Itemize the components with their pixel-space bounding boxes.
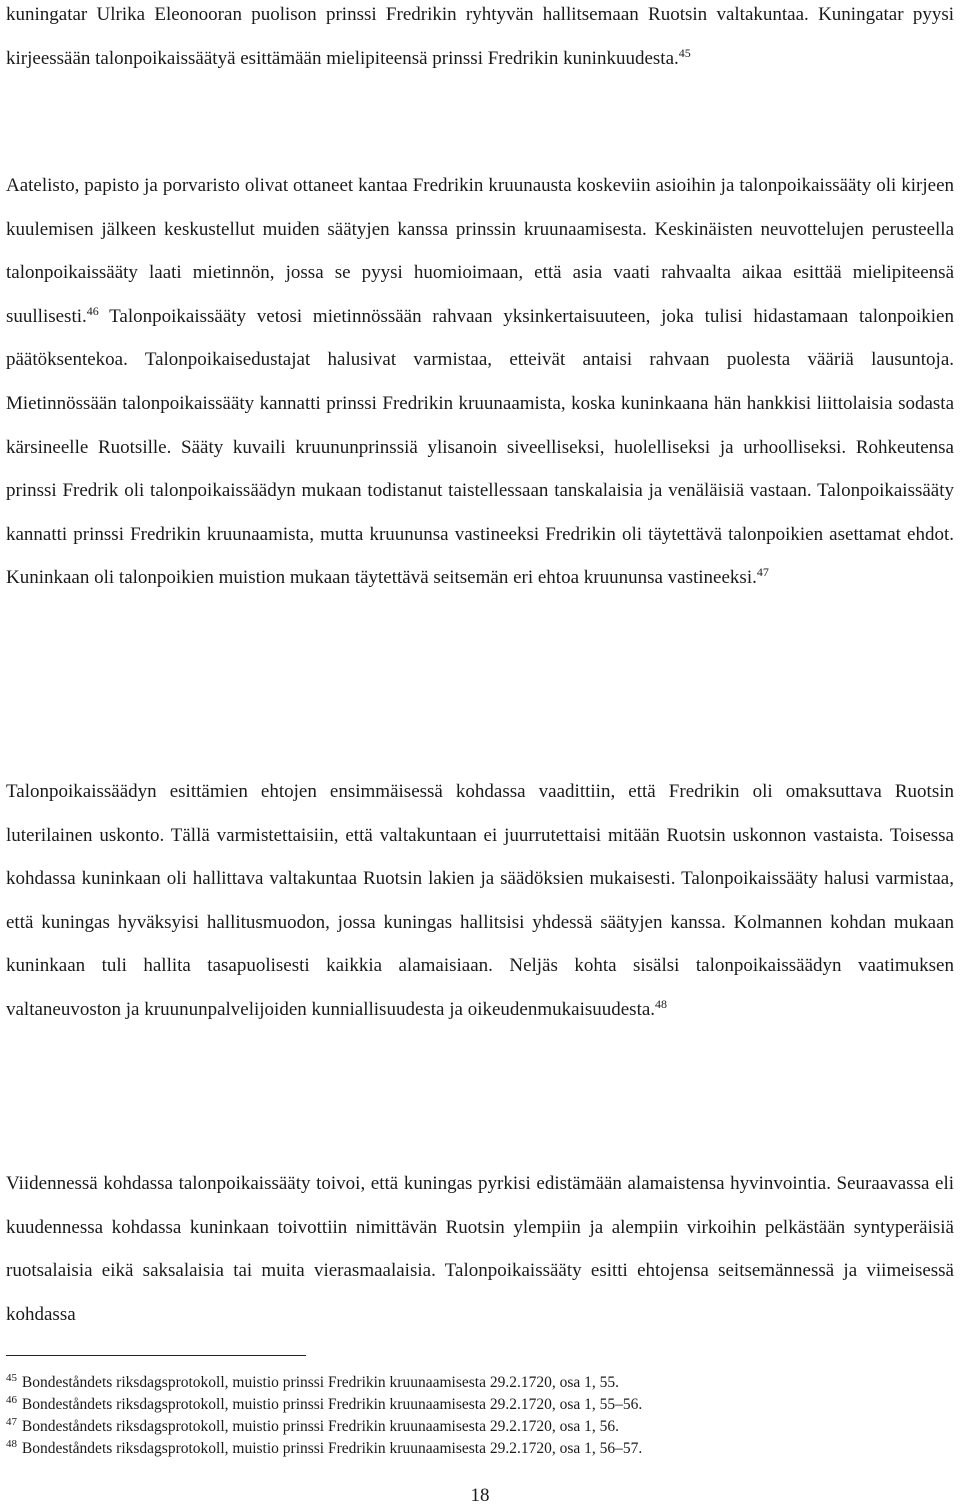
footnote-text: Bondeståndets riksdagsprotokoll, muistio prinssi Fredrikin kruunaamisesta 29.2.1720, osa 1, 56–57.: [21, 1440, 643, 1457]
footnote-reference[interactable]: 46: [86, 303, 99, 318]
body-paragraph: [6, 164, 954, 600]
footnote-number: 48: [6, 1438, 17, 1450]
footnote-item: [6, 1372, 954, 1394]
footnote-reference[interactable]: 47: [756, 565, 769, 580]
body-paragraph: [6, 0, 954, 80]
body-paragraph: [6, 1162, 954, 1336]
paragraph-text: Viidennessä kohdassa talonpoikaissääty toivoi, että kuningas pyrkisi edistämään alamaistensa hyvinvointia. Seuraavassa eli kuudennessa kohdassa kuninkaan toivottiin nimittävän Ruotsin ylempiin ja alempiin virkoihin pelkästään syntyperäisiä ruotsalaisia eikä saksalaisia tai muita vierasmaalaisia. Talonpoikaissääty esitti ehtojensa seitsemännessä ja viimeisessä kohdassa: [6, 1173, 954, 1325]
footnote-text: Bondeståndets riksdagsprotokoll, muistio prinssi Fredrikin kruunaamisesta 29.2.1720, osa 1, 55–56.: [21, 1396, 643, 1413]
footnote-item: [6, 1394, 954, 1416]
footnote-text: Bondeståndets riksdagsprotokoll, muistio prinssi Fredrikin kruunaamisesta 29.2.1720, osa 1, 55.: [21, 1374, 620, 1391]
footnote-reference[interactable]: 45: [678, 45, 691, 60]
footnote-text: Bondeståndets riksdagsprotokoll, muistio prinssi Fredrikin kruunaamisesta 29.2.1720, osa 1, 56.: [21, 1418, 620, 1435]
page-number: 18: [470, 1485, 490, 1506]
footnote-number: 45: [6, 1372, 17, 1384]
footnote-item: [6, 1416, 954, 1438]
body-paragraph: [6, 770, 954, 1032]
footnote-number: 47: [6, 1416, 17, 1428]
paragraph-text: kuningatar Ulrika Eleonooran puolison prinssi Fredrikin ryhtyvän hallitsemaan Ruotsin valtakuntaa. Kuningatar pyysi kirjeessään talonpoikaissäätyä esittämään mielipiteensä prinssi Fredrikin kuninkuudesta.: [6, 4, 954, 69]
footnote-number: 46: [6, 1394, 17, 1406]
paragraph-text: Talonpoikaissäädyn esittämien ehtojen ensimmäisessä kohdassa vaadittiin, että Fredrikin oli omaksuttava Ruotsin luterilainen uskonto. Tällä varmistettaisiin, että valtakuntaan ei juurrutettaisi mitään Ruotsin uskonnon vastaista. Toisessa kohdassa kuninkaan oli hallittava valtakuntaa Ruotsin lakien ja säädöksien mukaisesti. Talonpoikaissääty halusi varmistaa, että kuningas hyväksyisi hallitusmuodon, jossa kuningas hallitsisi yhdessä säätyjen kanssa. Kolmannen kohdan mukaan kuninkaan tuli hallita tasapuolisesti kaikkia alamaisiaan. Neljäs kohta sisälsi talonpoikaissäädyn vaatimuksen valtaneuvoston ja kruununpalvelijoiden kunniallisuudesta ja oikeudenmukaisuudesta.: [6, 781, 954, 1020]
paragraph-text: Aatelisto, papisto ja porvaristo olivat ottaneet kantaa Fredrikin kruunausta koskeviin asioihin ja talonpoikaissääty oli kirjeen kuulemisen jälkeen keskustellut muiden säätyjen kanssa prinssin kruunaamisesta. Keskinäisten neuvottelujen perusteella talonpoikaissääty laati mietinnön, jossa se pyysi huomioimaan, että asia vaati rahvaalta aikaa esittää mielipiteensä suullisesti.: [6, 175, 954, 327]
footnote-separator: [6, 1355, 306, 1356]
footnotes-list: [6, 1372, 954, 1460]
footnote-reference[interactable]: 48: [655, 996, 668, 1011]
paragraph-text-continued: Talonpoikaissääty vetosi mietinnössään rahvaan yksinkertaisuuteen, joka tulisi hidastamaan talonpoikien päätöksentekoa. Talonpoikaisedustajat halusivat varmistaa, etteivät antaisi rahvaan puolesta vääriä lausuntoja. Mietinnössään talonpoikaissääty kannatti prinssi Fredrikin kruunaamista, koska kuninkaana hän hankkisi liittolaisia sodasta kärsineelle Ruotsille. Sääty kuvaili kruununprinssiä ylisanoin siveelliseksi, huolelliseksi ja urhoolliseksi. Rohkeutensa prinssi Fredrik oli talonpoikaissäädyn mukaan todistanut taistellessaan tanskalaisia ja venäläisiä vastaan. Talonpoikaissääty kannatti prinssi Fredrikin kruunaamista, mutta kruununsa vastineeksi Fredrikin oli täytettävä talonpoikien asettamat ehdot. Kuninkaan oli talonpoikien muistion mukaan täytettävä seitsemän eri ehtoa kruununsa vastineeksi.: [6, 305, 954, 589]
footnote-item: [6, 1438, 954, 1460]
